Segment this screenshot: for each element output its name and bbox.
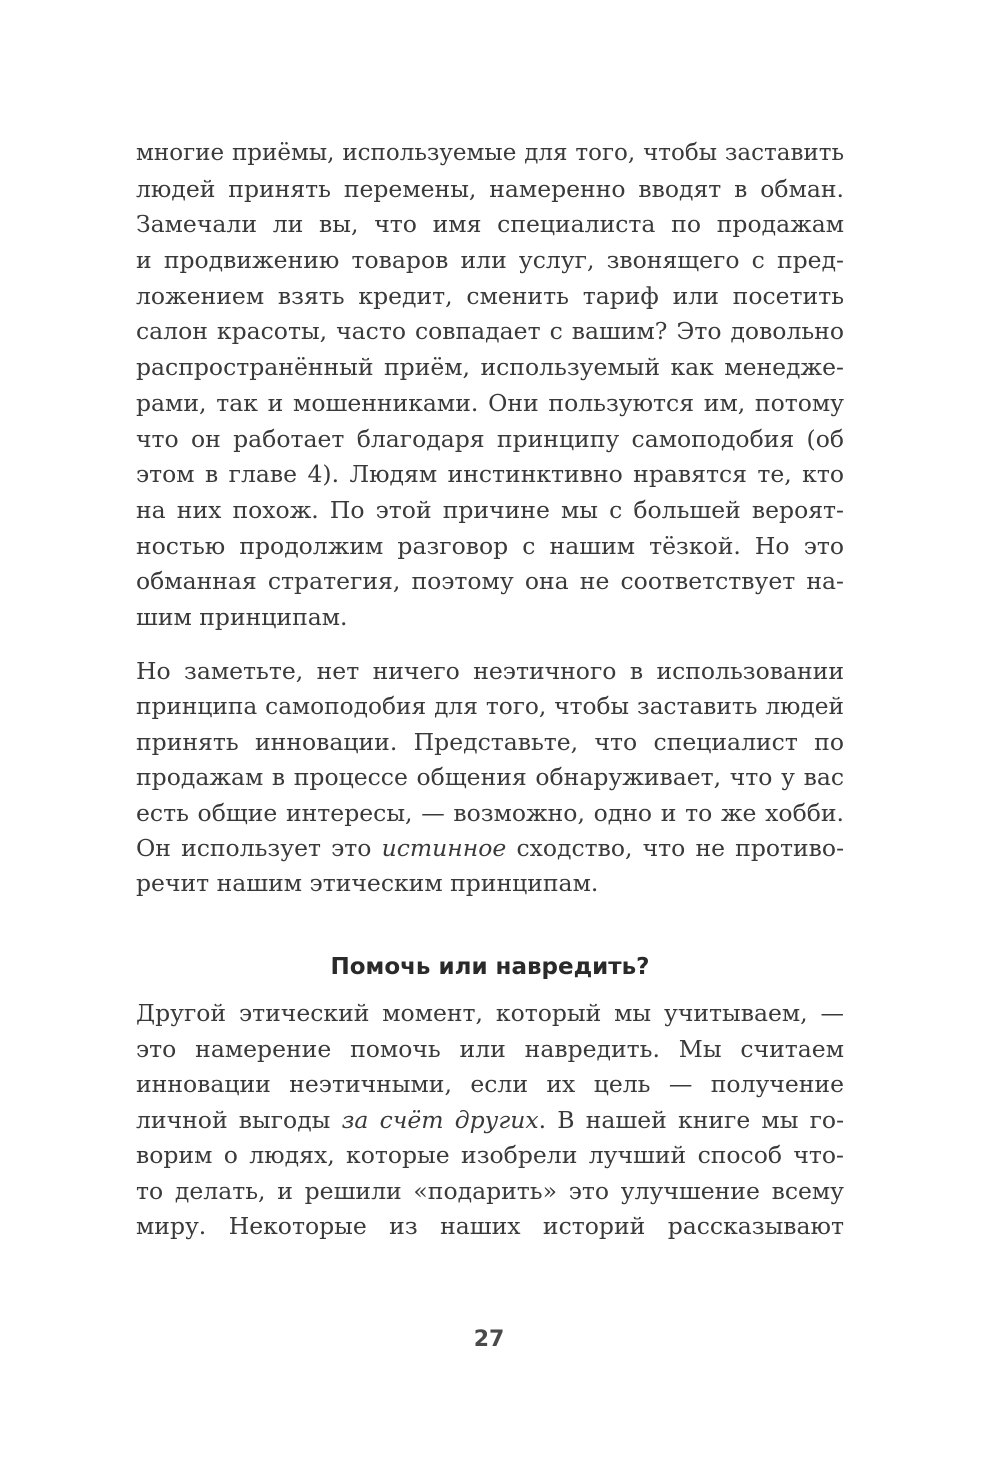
text-line: шим принципам. [136, 602, 348, 631]
text-span: личной выгоды [136, 1105, 342, 1134]
text-line: ностью продолжим разговор с нашим тёзкой. Но это [136, 531, 844, 560]
text-line: Но заметьте, нет ничего неэтичного в использовании [136, 657, 844, 685]
text-line: принять инновации. Представьте, что специалист по [136, 727, 844, 756]
text-line: миру. Некоторые из наших историй рассказывают [136, 1212, 844, 1240]
italic-emphasis: за счёт других [341, 1105, 539, 1134]
text-line [136, 1103, 844, 1139]
text-line: это намерение помочь или навредить. Мы считаем [136, 1034, 844, 1063]
text-line: рами, так и мошенниками. Они пользуются им, потому [136, 388, 844, 417]
text-line: Замечали ли вы, что имя специалиста по продажам [136, 210, 844, 239]
text-line: многие приёмы, используемые для того, чтобы заставить [136, 140, 844, 166]
paragraph-1 [136, 136, 844, 636]
text-line: ложением взять кредит, сменить тариф или посетить [136, 281, 844, 310]
paragraph-2 [136, 654, 844, 902]
text-line [136, 831, 844, 866]
text-line: и продвижению товаров или услуг, звонящего с пред- [136, 246, 844, 275]
text-line: принципа самоподобия для того, чтобы заставить людей [136, 693, 844, 721]
paragraph-3 [136, 996, 844, 1245]
text-line: то делать, и решили «подарить» это улучшение всему [136, 1176, 844, 1205]
text-line: распространённый приём, используемый как менедже- [136, 353, 844, 382]
text-line: продажам в процессе общения обнаруживает, что у вас [136, 763, 844, 792]
text-line: что он работает благодаря принципу самоподобия (об [136, 424, 844, 453]
text-line: речит нашим этическим принципам. [136, 869, 599, 898]
section-heading: Помочь или навредить? [330, 954, 650, 980]
text-line: Другой этический момент, который мы учитываем, — [136, 999, 844, 1027]
text-line: есть общие интересы, — возможно, одно и то же хобби. [136, 798, 844, 827]
text-span: Он использует это [136, 833, 382, 862]
text-line: этом в главе 4). Людям инстинктивно нравятся те, кто [136, 460, 844, 489]
text-line: инновации неэтичными, если их цель — получение [136, 1070, 844, 1098]
text-line: ворим о людях, которые изобрели лучший способ что- [136, 1141, 844, 1169]
text-line: людей принять перемены, намеренно вводят в обман. [136, 174, 844, 203]
text-line: на них похож. По этой причине мы с большей вероят- [136, 495, 844, 524]
italic-emphasis: истинное [381, 833, 507, 862]
text-line: салон красоты, часто совпадает с вашим? Это довольно [136, 317, 844, 346]
text-span: сходство, что не противо- [506, 833, 845, 862]
text-span: . В нашей книге мы го- [538, 1105, 845, 1134]
page-number: 27 [473, 1327, 505, 1352]
text-line: обманная стратегия, поэтому она не соответствует на- [136, 567, 844, 596]
